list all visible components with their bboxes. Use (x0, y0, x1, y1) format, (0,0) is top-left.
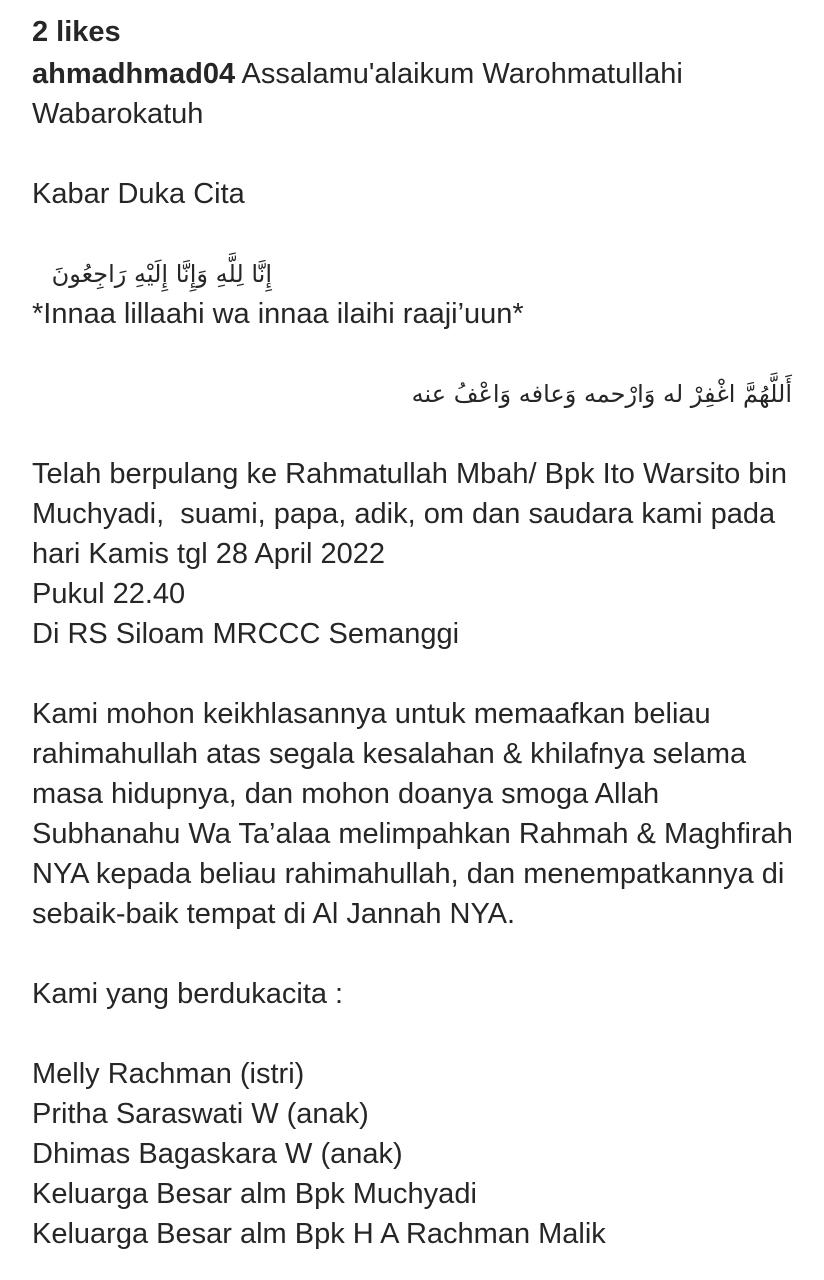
family-member: Melly Rachman (istri) (32, 1058, 305, 1090)
announcement-line: hari Kamis tgl 28 April 2022 (32, 538, 386, 570)
signoff-text: Kami yang berdukacita : (32, 978, 344, 1010)
announcement-line: Muchyadi, suami, papa, adik, om dan saudara kami pada (32, 498, 776, 530)
caption-first-line (32, 54, 812, 94)
headline-text: Kabar Duka Cita (32, 178, 245, 210)
announcement-line: Pukul 22.40 (32, 578, 186, 610)
caption-text (32, 54, 812, 1254)
plea-line: NYA kepada beliau rahimahullah, dan menempatkannya di (32, 858, 785, 890)
paragraph-gap (32, 654, 812, 694)
arabic-prayer-text: أَللَّهُمَّ اغْفِرْ له وَارْحمه وَعافه وَاعْفُ عنه (411, 380, 792, 408)
plea-line: Kami mohon keikhlasannya untuk memaafkan beliau (32, 698, 711, 730)
istirja-latin-text: *Innaa lillaahi wa innaa ilaihi raaji’uun* (32, 298, 524, 330)
announcement-line: Telah berpulang ke Rahmatullah Mbah/ Bpk Ito Warsito bin (32, 458, 787, 490)
family-member: Keluarga Besar alm Bpk Muchyadi (32, 1178, 477, 1210)
family-member: Pritha Saraswati W (anak) (32, 1098, 369, 1130)
plea-line: rahimahullah atas segala kesalahan & khilafnya selama (32, 738, 747, 770)
greeting-text-continued: Wabarokatuh (32, 98, 204, 130)
family-member: Keluarga Besar alm Bpk H A Rachman Malik (32, 1218, 606, 1250)
paragraph-gap (32, 214, 812, 254)
paragraph-gap (32, 414, 812, 454)
paragraph-gap (32, 1014, 812, 1054)
post-caption-area (32, 12, 812, 1254)
announcement-line: Di RS Siloam MRCCC Semanggi (32, 618, 460, 650)
family-member: Dhimas Bagaskara W (anak) (32, 1138, 403, 1170)
username-link[interactable]: ahmadhmad04 (32, 58, 236, 90)
plea-line: masa hidupnya, dan mohon doanya smoga Allah (32, 778, 660, 810)
arabic-istirja-text: إِنَّا لِلَّهِ وَإِنَّا إِلَيْهِ رَاجِعُونَ (51, 260, 272, 288)
plea-line: sebaik-baik tempat di Al Jannah NYA. (32, 898, 516, 930)
plea-line: Subhanahu Wa Ta’alaa melimpahkan Rahmah & Maghfirah (32, 818, 793, 850)
paragraph-gap (32, 134, 812, 174)
greeting-text: Assalamu'alaikum Warohmatullahi (241, 58, 683, 90)
paragraph-gap (32, 334, 812, 374)
likes-count[interactable]: 2 likes (32, 16, 121, 48)
paragraph-gap (32, 934, 812, 974)
